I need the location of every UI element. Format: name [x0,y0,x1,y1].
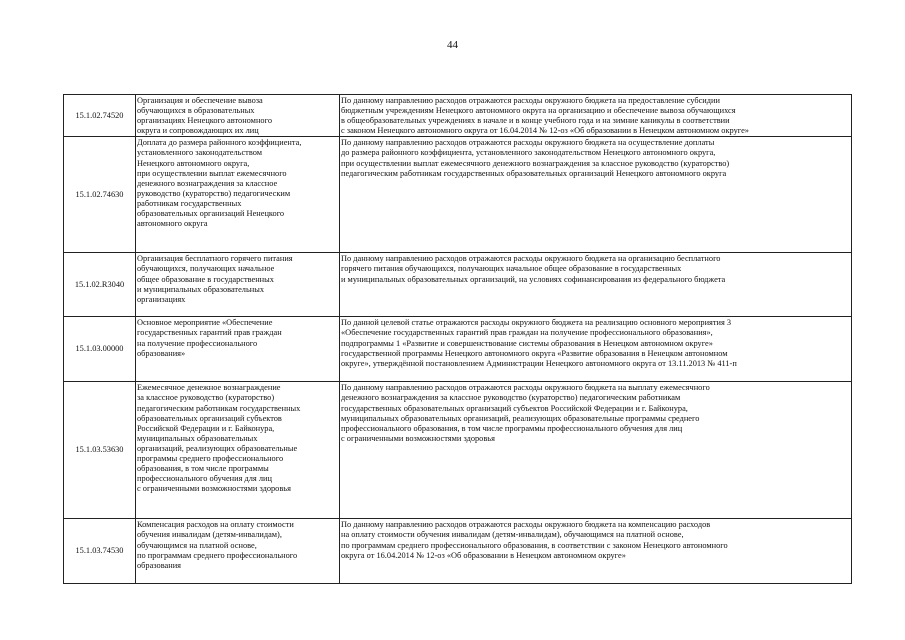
item-name-line: при осуществлении выплат ежемесячного [137,168,287,178]
page-number: 44 [447,39,458,51]
description-line: округа от 16.04.2014 № 12-оз «Об образовании в Ненецком автономном округе» [341,550,626,560]
item-name-line: Организация и обеспечение вывоза [137,96,263,105]
item-name-cell [136,95,340,137]
item-name-line: образования» [137,348,186,358]
description-line: государственной программы Ненецкого автономного округа «Развитие образования в Ненецком автономном [341,348,728,358]
item-name-cell [136,382,340,519]
table-row [64,253,852,317]
description-line: на оплату стоимости обучения инвалидам (детям-инвалидам), обучающимся на платной основе, [341,530,684,540]
item-name-line: организациях [137,294,186,304]
description-line: «Обеспечение государственных гарантий прав граждан на получение профессионального образования», [341,328,713,338]
description-line: горячего питания обучающихся, получающих начальное общее образование в государственных [341,264,682,274]
item-name-line: образования, в том числе программы [137,464,269,474]
description-line: и муниципальных образовательных организаций, на условиях софинансирования из федерального бюджета [341,274,726,284]
item-name-line: образовательных организаций субъектов [137,413,282,423]
item-name-line: профессионального обучения для лиц [137,474,272,484]
table-row [64,137,852,253]
item-name-cell [136,317,340,382]
description-cell [340,317,852,382]
item-name-line: и муниципальных образовательных [137,284,264,294]
target-code-cell: 15.1.02.74520 [64,95,136,137]
target-code-cell: 15.1.02.R3040 [64,253,136,317]
item-name-line: на получение профессионального [137,338,258,348]
description-line: бюджетным учреждениям Ненецкого автономного округа на организацию и обеспечение вывоза обучающихся [341,106,736,116]
item-name-line: Основное мероприятие «Обеспечение [137,318,273,328]
description-line: По данному направлению расходов отражаются расходы окружного бюджета на предоставление субсидии [341,96,720,105]
item-name-line: обучения инвалидам (детям-инвалидам), [137,530,282,540]
description-line: до размера районного коэффициента, установленного законодательством Ненецкого автономного округа, [341,148,716,158]
item-name-line: по программам среднего профессионального [137,550,298,560]
item-name-line: муниципальных образовательных [137,433,258,443]
item-name-line: работникам государственных [137,198,242,208]
description-line: педагогическим работникам государственных образовательных организаций Ненецкого автономного округа [341,168,727,178]
item-name-line: государственных гарантий прав граждан [137,328,282,338]
description-cell [340,253,852,317]
item-name-line: Ненецкого автономного округа, [137,158,250,168]
budget-classification-table [63,94,852,584]
item-name-line: организаций, реализующих образовательные [137,443,298,453]
item-name-line: образования [137,560,182,570]
description-line: округе», утверждённой постановлением Администрации Ненецкого автономного округа от 13.11.2013 № 411-п [341,358,737,368]
item-name-line: обучающимся на платной основе, [137,540,257,550]
description-line: муниципальных образовательных организаций, реализующих образовательные программы среднего [341,413,700,423]
item-name-line: Российской Федерации и г. Байконура, [137,423,275,433]
table-row [64,382,852,519]
description-line: денежного вознаграждения за классное руководство (кураторство) педагогическим работникам [341,393,681,403]
item-name-line: за классное руководство (кураторство) [137,393,275,403]
description-cell [340,95,852,137]
description-cell [340,519,852,584]
description-line: по программам среднего профессионального образования, в соответствии с законом Ненецкого автономного [341,540,728,550]
item-name-line: с ограниченными возможностями здоровья [137,484,291,494]
item-name-line: организациях Ненецкого автономного [137,116,272,126]
table-body [64,95,852,584]
target-code-cell: 15.1.03.00000 [64,317,136,382]
target-code-cell: 15.1.02.74630 [64,137,136,253]
item-name-line: Ежемесячное денежное вознаграждение [137,383,281,393]
table-row [64,317,852,382]
item-name-line: педагогическим работникам государственных [137,403,301,413]
description-cell [340,382,852,519]
item-name-cell [136,137,340,253]
item-name-cell [136,253,340,317]
description-line: По данному направлению расходов отражаются расходы окружного бюджета на компенсацию расходов [341,520,711,530]
item-name-line: обучающихся, получающих начальное [137,264,275,274]
item-name-cell [136,519,340,584]
description-line: По данному направлению расходов отражаются расходы окружного бюджета на выплату ежемесячного [341,383,710,393]
item-name-line: Организация бесплатного горячего питания [137,254,293,264]
description-line: при осуществлении выплат ежемесячного денежного вознаграждения за классное руководство (кураторство) [341,158,730,168]
item-name-line: Доплата до размера районного коэффициента, [137,138,302,148]
target-code-cell: 15.1.03.53630 [64,382,136,519]
description-line: профессионального образования, в том числе программы профессионального обучения для лиц [341,423,683,433]
description-line: По данному направлению расходов отражаются расходы окружного бюджета на организацию бесплатного [341,254,721,264]
item-name-line: образовательных организаций Ненецкого [137,209,285,219]
item-name-line: округа и сопровождающих их лиц [137,126,259,136]
description-line: подпрограммы 1 «Развитие и совершенствование системы образования в Ненецком автономном округе» [341,338,713,348]
item-name-line: программы среднего профессионального [137,454,284,464]
item-name-line: руководство (кураторство) педагогическим [137,188,291,198]
description-line: государственных образовательных организаций субъектов Российской Федерации и г. Байконура, [341,403,688,413]
description-cell [340,137,852,253]
description-line: По данной целевой статье отражаются расходы окружного бюджета на реализацию основного мероприятия 3 [341,318,732,328]
item-name-line: установленного законодательством [137,148,263,158]
item-name-line: общее образование в государственных [137,274,274,284]
description-line: с законом Ненецкого автономного округа от 16.04.2014 № 12-оз «Об образовании в Ненецком автономном округе» [341,126,749,136]
description-line: в общеобразовательных учреждениях в начале и в конце учебного года и на зимние каникулы в соответствии [341,116,730,126]
table-row [64,519,852,584]
item-name-line: денежного вознаграждения за классное [137,178,278,188]
description-line: По данному направлению расходов отражаются расходы окружного бюджета на осуществление доплаты [341,138,715,148]
table-row [64,95,852,137]
item-name-line: автономного округа [137,219,208,229]
target-code-cell: 15.1.03.74530 [64,519,136,584]
description-line: с ограниченными возможностями здоровья [341,433,495,443]
item-name-line: обучающихся в образовательных [137,106,255,116]
item-name-line: Компенсация расходов на оплату стоимости [137,520,294,530]
